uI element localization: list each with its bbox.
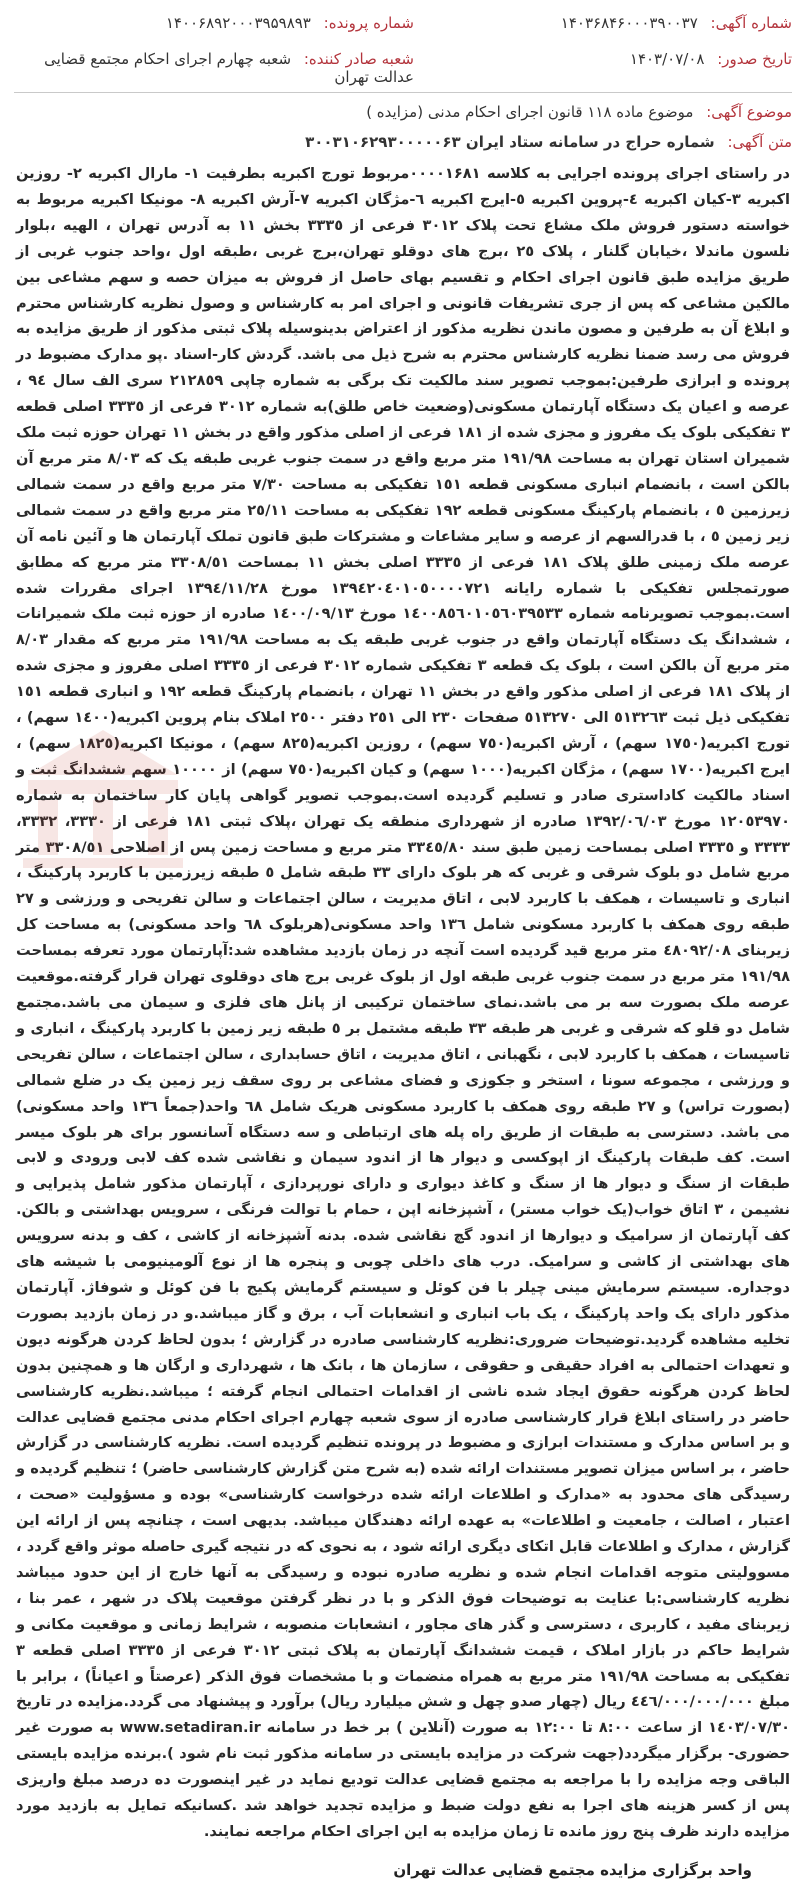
notice-title: شماره حراج در سامانه ستاد ایران ۳۰۰۳۱۰۶۲۹۳۰۰۰۰۰۶۳ (305, 133, 715, 151)
notice-body: در راستای اجرای پرونده اجرایی به کلاسه ۰۰۰۰۱۶۸۱مربوط تورج اکبریه بطرفیت ۱- مارال اکبریه ۲- روزین اکبریه ۳-کیان اکبریه ٤-پروین اکبریه ٥-ایرج اکبریه ٦-مژگان اکبریه ۷-آرش اکبریه ۸- مونیکا اکبریه مربوط به خواسته دستور فروش ملک مشاع تحت پلاک ۳۰۱۲ فرعی از ۳۳۳٥ بخش ۱۱ به آدرس تهران ، الهیه ،بلوار نلسون ماندلا ،خیابان گلنار ، پلاک ۲٥ ،برج های دوقلو تهران،برج غربی ،طبقه اول ،واحد جنوب غربی از طریق مزایده طبق قانون اجرای احکام و تقسیم بهای حاصل از فروش به میزان حصه و سهم مشاعی بین مالکین مشاعی که پس از جری تشریفات قانونی و اجرای امر به کارشناس و وصول نظریه کارشناس محترم و ابلاغ آن به طرفین و مصون ماندن نظریه مذکور از اعتراض بدینوسیله پلاک ثبتی مذکور از طریق مزایده به فروش می رسد ضمنا نظریه کارشناس محترم به شرح ذیل می باشد. گردش کار-اسناد .پو مدارک مضبوط در پرونده و ابرازی طرفین:بموجب تصویر سند مالکیت تک برگی به شماره چاپی ۲۱۲۸٥۹ سری الف سال ۹٤ ، عرصه و اعیان یک دستگاه آپارتمان مسکونی(وضعیت خاص طلق)به شماره ۳۰۱۲ فرعی از ۳۳۳٥ اصلی قطعه ۳ تفکیکی بلوک یک مفروز و مجزی شده از ۱۸۱ فرعی از اصلی مذکور واقع در بخش ۱۱ تهران حوزه ثبت ملک شمیران استان تهران به مساحت ۱۹۱/۹۸ متر مربع واقع در سمت جنوب غربی طبقه یک که ۸/۰۳ متر مربع آن بالکن است ، بانضمام انباری مسکونی قطعه ۱٥۱ تفکیکی به مساحت ۷/۳۰ متر مربع واقع در سمت شمالی زیرزمین ٥ ، بانضمام پارکینگ مسکونی قطعه ۱۹۲ تفکیکی به مساحت ۲٥/۱۱ متر مربع واقع در سمت شمالی زیر زمین ٥ ، با قدرالسهم از عرصه و سایر مشاعات و مشترکات طبق قانون تملک آپارتمان ها و آئین نامه آن عرصه ملک زمینی طلق پلاک ۱۸۱ فرعی از ۳۳۳٥ اصلی بخش ۱۱ بمساحت ۳۳۰۸/٥۱ متر مربع که مطابق صورتمجلس تفکیکی با شماره رایانه ۱۳۹٤۲۰٤۰۱۰٥۰۰۰۰۷۲۱ مورخ ۱۳۹٤/۱۱/۲۸ اجرای مقررات شده است.بموجب تصویرنامه شماره ۱٤۰۰۸٥٦۰۱۰٥٦۰۳۹٥۳۳ مورخ ۱٤۰۰/۰۹/۱۳ صادره از حوزه ثبت ملک شمیرانات ، ششدانگ یک دستگاه آپارتمان واقع در جنوب غربی طبقه یک به مساحت ۱۹۱/۹۸ متر مربع که مقدار ۸/۰۳ متر مربع آن بالکن است ، بلوک یک قطعه ۳ تفکیکی شماره ۳۰۱۲ فرعی از ۳۳۳٥ اصلی مفروز و مجزی شده از پلاک ۱۸۱ فرعی از اصلی مذکور واقع در بخش ۱۱ تهران ، بانضمام پارکینگ قطعه ۱۹۲ و انباری قطعه ۱٥۱ تفکیکی ذیل ثبت ٥۱۳۲٦۳ الی ٥۱۳۲۷۰ صفحات ۲۳۰ الی ۲٥۱ دفتر ۲٥۰۰ املاک بنام پروین اکبریه(۱٤۰۰ سهم) ، تورج اکبریه(۱۷٥۰ سهم) ، آرش اکبریه(۷٥۰ سهم) ، روزین اکبریه(۸۲٥ سهم) ، مونیکا اکبریه(۱۸۲٥ سهم) ، ایرج اکبریه(۱۷۰۰ سهم) ، مژگان اکبریه(۱۰۰۰ سهم) و کیان اکبریه(۷٥۰ سهم) از ۱۰۰۰۰ سهم ششدانگ ثبت و اسناد مالکیت کاداستری صادر و تسلیم گردیده است.بموجب تصویر گواهی پایان کار ساختمان به شماره ۱۲۰٥۳۹۷۰ مورخ ۱۳۹۲/۰٦/۰۳ صادره از شهرداری منطقه یک تهران ،پلاک ثبتی ۱۸۱ فرعی از ۳۳۳۰، ۳۳۳۲، ۳۳۳۳ و ۳۳۳٥ اصلی بمساحت زمین طبق سند ۳۳٤٥/۸۰ متر مربع و مساحت زمین پس از اصلاحی ۳۳۰۸/٥۱ متر مربع شامل دو بلوک شرقی و غربی که هر بلوک دارای ۳۳ طبقه شامل ٥ طبقه زیرزمین با کاربرد پارکینگ ، انباری و تاسیسات ، همکف با کاربرد لابی ، اتاق مدیریت ، سالن اجتماعات و سالن تفریحی و ورزشی و ۲۷ طبقه روی همکف با کاربرد مسکونی شامل ۱۳٦ واحد مسکونی(هربلوک ٦۸ واحد مسکونی) به مساحت کل زیربنای ٤۸۰۹۲/۰۸ متر مربع قید گردیده است آنچه در زمان بازدید مشاهده شد:آپارتمان مورد تعرفه بمساحت ۱۹۱/۹۸ متر مربع در سمت جنوب غربی طبقه اول از بلوک غربی برج های دوقلوی تهران قرار گرفته.موقعیت عرصه ملک بصورت سه بر می باشد.نمای ساختمان ترکیبی از پانل های فلزی و سیمان می باشد.مجتمع شامل دو قلو که شرقی و غربی هر طبقه ۳۳ طبقه مشتمل بر ٥ طبقه زیر زمین با کاربرد پارکینگ ، انباری و تاسیسات ، همکف با کاربرد لابی ، نگهبانی ، اتاق مدیریت ، اتاق حسابداری ، سالن اجتماعات ، سالن تفریحی و ورزشی ، مجموعه سونا ، استخر و جکوزی و فضای مشاعی بر روی سقف زیر زمین یک در ضلع شمالی (بصورت تراس) و ۲۷ طبقه روی همکف با کاربرد مسکونی هریک شامل ٦۸ واحد(جمعاً ۱۳٦ واحد مسکونی) می باشد. دسترسی به طبقات از طریق راه پله های ارتباطی و سه دستگاه آسانسور برای هر بلوک میسر است. کف طبقات پارکینگ از اپوکسی و دیوار ها از اندود سیمان و نقاشی شده کف لابی ورودی و لابی طبقات از سنگ و دیوار ها از سنگ و کاغذ دیواری و دارای نورپردازی ، آپارتمان مذکور شامل پذیرایی و نشیمن ، ۳ اتاق خواب(یک خواب مستر) ، آشپزخانه اپن ، حمام با توالت فرنگی ، سرویس بهداشتی و بالکن. کف آپارتمان از سرامیک و دیوارها از اندود گچ نقاشی شده. بدنه آشپزخانه از کاشی ، کف و بدنه سرویس های بهداشتی از کاشی و سرامیک. درب های داخلی چوبی و پنجره ها از نوع آلومینیومی با شیشه های دوجداره. سیستم سرمایش مینی چیلر با فن کوئل و سیستم گرمایش پکیج با فن کوئل و شوفاژ. آپارتمان مذکور دارای یک واحد پارکینگ ، یک باب انباری و انشعابات آب ، برق و گاز میباشد.و در زمان بازدید بصورت تخلیه مشاهده گردید.توضیحات ضروری:نظریه کارشناسی صادره در گزارش ؛ بدون لحاظ کردن هرگونه دیون و تعهدات احتمالی به افراد حقیقی و حقوقی ، سازمان ها ، بانک ها ، شهرداری و ارگان ها و همچنین بدون لحاظ کردن هرگونه حقوق ایجاد شده ناشی از اقدامات احتمالی انجام گرفته ؛ میباشد.نظریه کارشناسی حاضر در راستای ابلاغ قرار کارشناسی صادره از سوی شعبه چهارم اجرای احکام مدنی مجتمع قضایی عدالت و بر اساس مدارک و مستندات ابرازی و مضبوط در پرونده تنظیم گردیده است. نظریه کارشناسی در گزارش حاضر ، بر اساس میزان تصویر مستندات ارائه شده (به شرح متن گزارش کارشناسی حاضر) ؛ تنظیم گردیده و رسیدگی های محدود به «مدارک و اطلاعات ارائه شده درخواست کارشناسی» بوده و مسؤولیت «صحت ، اعتبار ، اصالت ، جامعیت و اطلاعات» به عهده ارائه دهندگان میباشد. بدیهی است ، چنانچه پس از ارائه این گزارش ، مدارک و اطلاعات قابل اتکای دیگری ارائه شود ، به نحوی که در نتیجه گیری حاصله موثر واقع گردد ، مسوولیتی متوجه اقدامات انجام شده و نظریه صادره نبوده و رسیدگی به آنها خارج از این حدود میباشد نظریه کارشناسی:با عنایت به توضیحات فوق الذکر و با در نظر گرفتن موقعیت پلاک در شهر ، عمر بنا ، زیربنای مفید ، کاربری ، دسترسی و گذر های مجاور ، انشعابات منصوبه ، شرایط زمانی و موقعیت مکانی و شرایط حاکم در بازار املاک ، قیمت ششدانگ آپارتمان به پلاک ثبتی ۳۰۱۲ فرعی از ۳۳۳٥ اصلی قطعه ۳ تفکیکی به مساحت ۱۹۱/۹۸ متر مربع به همراه منضمات و با مشخصات فوق الذکر (عرصتاً و اعیاناً) ، برابر با مبلغ ٤٤٦/۰۰۰/۰۰۰/۰۰۰ ریال (چهار صدو چهل و شش میلیارد ریال) برآورد و پیشنهاد می گردد.مزایده در تاریخ ۱٤۰۳/۰۷/۳۰ از ساعت ۸:۰۰ تا ۱۲:۰۰ به صورت (آنلاین ) بر خط در سامانه www.setadiran.ir به صورت غیر حضوری- برگزار میگردد(جهت شرکت در مزایده بایستی در سامانه مذکور ثبت نام شود ).برنده مزایده بایستی الباقی وجه مزایده را با مراجعه به مجتمع قضایی عدالت تودیع نماید در غیر اینصورت ده درصد مبلغ واریزی پس از کسر هزینه های اجرا به نفع دولت ضبط و مزایده تجدید خواهد شد .کسانیکه تمایل به بازدید مورد مزایده دارند ظرف پنج روز مانده تا زمان مزایده به این اجرای احکام مراجعه نمایند. (16, 165, 791, 1840)
case-number-label: شماره پرونده: (323, 14, 414, 32)
ad-number-field (422, 14, 792, 32)
header-divider (14, 92, 792, 93)
header-row-1 (14, 14, 792, 50)
signature: واحد برگزاری مزایده مجتمع قضایی عدالت تهران (393, 1860, 752, 1879)
ad-number-label: شماره آگهی: (710, 14, 792, 32)
issuer-field (14, 50, 414, 86)
subject-row (14, 103, 792, 121)
issue-date-value: ۱۴۰۳/۰۷/۰۸ (629, 50, 705, 68)
issue-date-field (422, 50, 792, 68)
header-row-2 (14, 50, 792, 86)
issuer-value: شعبه چهارم اجرای احکام مجتمع قضایی عدالت تهران (44, 50, 414, 86)
notice-text-label: متن آگهی: (727, 133, 792, 151)
subject-label: موضوع آگهی: (706, 103, 792, 121)
subject-value: موضوع ماده ۱۱۸ قانون اجرای احکام مدنی (مزایده ) (366, 103, 694, 121)
notice-title-row (14, 133, 792, 151)
case-number-field (14, 14, 414, 32)
ad-number-value: ۱۴۰۳۶۸۴۶۰۰۰۳۹۰۰۳۷ (560, 14, 698, 32)
issue-date-label: تاریخ صدور: (717, 50, 792, 68)
issuer-label: شعبه صادر کننده: (303, 50, 414, 68)
case-number-value: ۱۴۰۰۶۸۹۲۰۰۰۳۹۵۹۸۹۳ (165, 14, 311, 32)
